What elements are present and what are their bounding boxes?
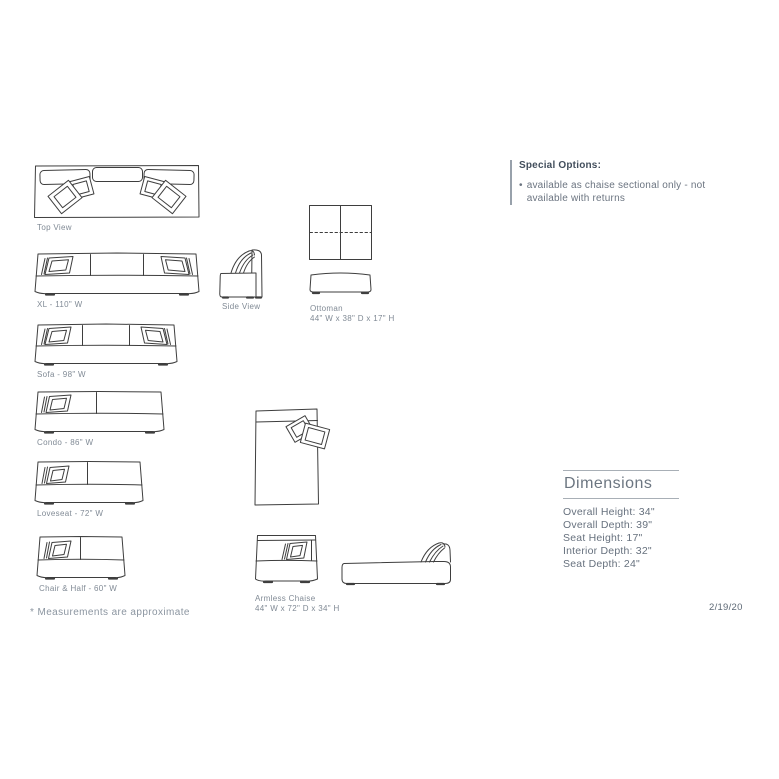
bullet-text: available as chaise sectional only - not available with returns [526, 180, 706, 204]
ottoman-front-drawing [308, 268, 373, 295]
loveseat-drawing [33, 458, 145, 506]
figure-side-view [218, 246, 268, 312]
dimensions-heading: Dimensions [564, 475, 653, 492]
chaise-dims: 44" W x 72" D x 34" H [255, 604, 340, 613]
figure-label: XL - 110" W [37, 300, 83, 309]
figure-sofa [33, 321, 179, 380]
dimension-item: Interior Depth: 32" [563, 545, 652, 557]
chaise-name: Armless Chaise [255, 594, 316, 603]
chaise-side-drawing [340, 538, 453, 586]
figure-label: Top View [37, 223, 72, 232]
figure-top-view [33, 162, 201, 233]
special-options-heading: Special Options: [519, 160, 602, 171]
revision-date: 2/19/20 [709, 602, 743, 613]
figure-label: Loveseat - 72" W [37, 509, 104, 518]
special-options-bullet [519, 179, 745, 205]
figure-label: Chair & Half - 60" W [39, 584, 118, 593]
figure-xl [33, 250, 201, 310]
figure-label [310, 304, 395, 324]
figure-chair-half [35, 533, 127, 594]
divider [563, 498, 679, 499]
figure-label: Sofa - 98" W [37, 370, 86, 379]
top-view-drawing [33, 162, 201, 220]
condo-drawing [33, 388, 166, 435]
figure-armless-chaise [253, 398, 463, 623]
bullet-marker: • [519, 180, 523, 191]
figure-label [255, 594, 340, 614]
dimensions-list [563, 506, 679, 571]
figure-loveseat [33, 458, 145, 519]
dimension-item: Overall Height: 34" [563, 506, 655, 518]
sofa-drawing [33, 321, 179, 367]
dimension-item: Overall Depth: 39" [563, 519, 653, 531]
ottoman-top-drawing [308, 204, 373, 261]
dimension-item: Seat Height: 17" [563, 532, 643, 544]
special-options-block [510, 160, 748, 205]
measurements-footnote: * Measurements are approximate [30, 607, 190, 618]
ottoman-dims: 44" W x 38" D x 17" H [310, 314, 395, 323]
ottoman-name: Ottoman [310, 304, 343, 313]
figure-label: Condo - 86" W [37, 438, 94, 447]
side-view-drawing [218, 246, 268, 299]
chaise-front-drawing [253, 531, 320, 585]
figure-label: Side View [222, 302, 261, 311]
figure-condo [33, 388, 166, 448]
dimension-item: Seat Depth: 24" [563, 558, 640, 570]
chaise-top-drawing [253, 398, 329, 507]
dimensions-block [563, 470, 679, 571]
xl-drawing [33, 250, 201, 297]
chair-half-drawing [35, 533, 127, 581]
